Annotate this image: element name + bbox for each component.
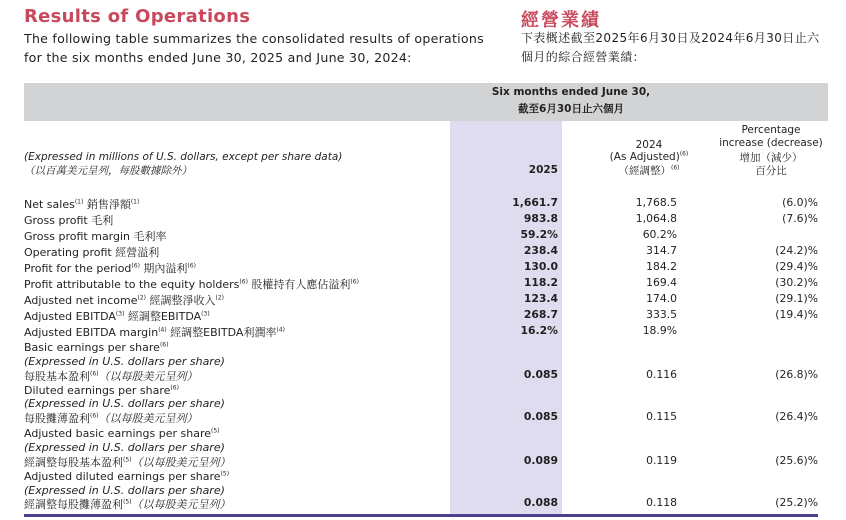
value-2025: 123.4 (523, 292, 558, 305)
value-pct-change: (19.4)% (775, 308, 818, 321)
eps-expressed-note: (Expressed in U.S. dollars per share) (24, 397, 225, 410)
value-2025: 238.4 (523, 244, 558, 257)
eps-expressed-note: (Expressed in U.S. dollars per share) (24, 484, 225, 497)
value-2025: 0.088 (523, 496, 558, 509)
value-2025: 59.2% (520, 228, 558, 241)
expressed-note-en: (Expressed in millions of U.S. dollars, except per share data) (24, 151, 343, 163)
value-2024: 184.2 (646, 260, 677, 273)
period-header-zh: 截至6月30日止六個月 (518, 103, 624, 115)
col-header-pct-line2: increase (decrease) (719, 137, 823, 149)
row-label: Adjusted EBITDA margin$^{(4)}$ 經調整EBITDA利潤率$^{(4)}$ (24, 326, 285, 339)
value-pct-change: (25.6)% (775, 454, 818, 467)
value-pct-change: (7.6)% (782, 212, 818, 225)
col-header-2025: 2025 (528, 164, 558, 176)
row-label: Profit for the period$^{(6)}$ 期內溢利$^{(6)}$ (24, 262, 196, 275)
value-pct-change: (25.2)% (775, 496, 818, 509)
value-2025: 130.0 (523, 260, 558, 273)
value-2024: 18.9% (642, 324, 677, 337)
col-header-2024-adjusted: (As Adjusted)$^{(6)}$ (609, 150, 689, 163)
table-bottom-rule (24, 514, 818, 517)
value-2025: 0.085 (523, 410, 558, 423)
section-title-zh: 經營業績 (521, 10, 601, 31)
value-2024: 60.2% (642, 228, 677, 241)
intro-text-en: The following table summarizes the consolidated results of operations for the six months ended June 30, 2025 and June 30, 2024: (24, 31, 484, 65)
col-header-pct-line4: 百分比 (755, 165, 787, 177)
table-header-band (24, 83, 828, 121)
eps-label: Basic earnings per share$^{(6)}$ (24, 341, 169, 354)
value-2024: 0.118 (646, 496, 677, 509)
section-title-en: Results of Operations (24, 6, 251, 27)
value-2024: 0.116 (646, 368, 677, 381)
value-2024: 0.115 (646, 410, 677, 423)
value-2025: 118.2 (523, 276, 558, 289)
eps-label: Diluted earnings per share$^{(6)}$ (24, 384, 179, 397)
col-header-2024-adjusted-zh: （經調整）$^{(6)}$ (618, 164, 680, 177)
eps-label: Adjusted diluted earnings per share$^{(5)}$ (24, 470, 230, 483)
value-pct-change: (24.2)% (775, 244, 818, 257)
value-pct-change: (30.2)% (775, 276, 818, 289)
value-2024: 1,768.5 (635, 196, 677, 209)
value-pct-change: (26.8)% (775, 368, 818, 381)
value-2024: 314.7 (646, 244, 677, 257)
value-2024: 174.0 (646, 292, 677, 305)
value-2025: 0.089 (523, 454, 558, 467)
value-2024: 0.119 (646, 454, 677, 467)
value-pct-change: (6.0)% (782, 196, 818, 209)
value-pct-change: (29.4)% (775, 260, 818, 273)
col-header-pct-line1: Percentage (741, 124, 801, 136)
row-label: Adjusted net income$^{(2)}$ 經調整淨收入$^{(2)}$ (24, 294, 224, 307)
value-2025: 983.8 (523, 212, 558, 225)
expressed-note-zh: （以百萬美元呈列，每股數據除外） (24, 165, 192, 177)
col-header-pct-line3: 增加（減少） (739, 152, 803, 164)
value-2025: 268.7 (523, 308, 558, 321)
value-2025: 1,661.7 (512, 196, 558, 209)
eps-label-zh: 經調整每股基本盈利$^{(5)}$（以每股美元呈列） (24, 456, 231, 469)
eps-expressed-note: (Expressed in U.S. dollars per share) (24, 441, 225, 454)
row-label: Net sales$^{(1)}$ 銷售淨額$^{(1)}$ (24, 198, 140, 211)
row-label: Gross profit 毛利 (24, 214, 114, 227)
row-label: Adjusted EBITDA$^{(3)}$ 經調整EBITDA$^{(3)}$ (24, 310, 210, 323)
intro-text-zh: 下表概述截至2025年6月30日及2024年6月30日止六個月的綜合經營業績： (521, 31, 820, 64)
eps-expressed-note: (Expressed in U.S. dollars per share) (24, 355, 225, 368)
eps-label-zh: 經調整每股攤薄盈利$^{(5)}$（以每股美元呈列） (24, 498, 231, 511)
value-2025: 16.2% (520, 324, 558, 337)
value-2024: 1,064.8 (635, 212, 677, 225)
value-2024: 333.5 (646, 308, 677, 321)
row-label: Gross profit margin 毛利率 (24, 230, 167, 243)
eps-label: Adjusted basic earnings per share$^{(5)}$ (24, 427, 220, 440)
value-2024: 169.4 (646, 276, 677, 289)
period-header-en: Six months ended June 30, (491, 86, 651, 98)
col-header-2024-year: 2024 (635, 139, 663, 151)
eps-label-zh: 每股基本盈利$^{(6)}$（以每股美元呈列） (24, 370, 198, 383)
eps-label-zh: 每股攤薄盈利$^{(6)}$（以每股美元呈列） (24, 412, 198, 425)
value-2025: 0.085 (523, 368, 558, 381)
row-label: Operating profit 經營溢利 (24, 246, 160, 259)
row-label: Profit attributable to the equity holders$^{(6)}$ 股權持有人應佔溢利$^{(6)}$ (24, 278, 359, 291)
value-pct-change: (29.1)% (775, 292, 818, 305)
value-pct-change: (26.4)% (775, 410, 818, 423)
